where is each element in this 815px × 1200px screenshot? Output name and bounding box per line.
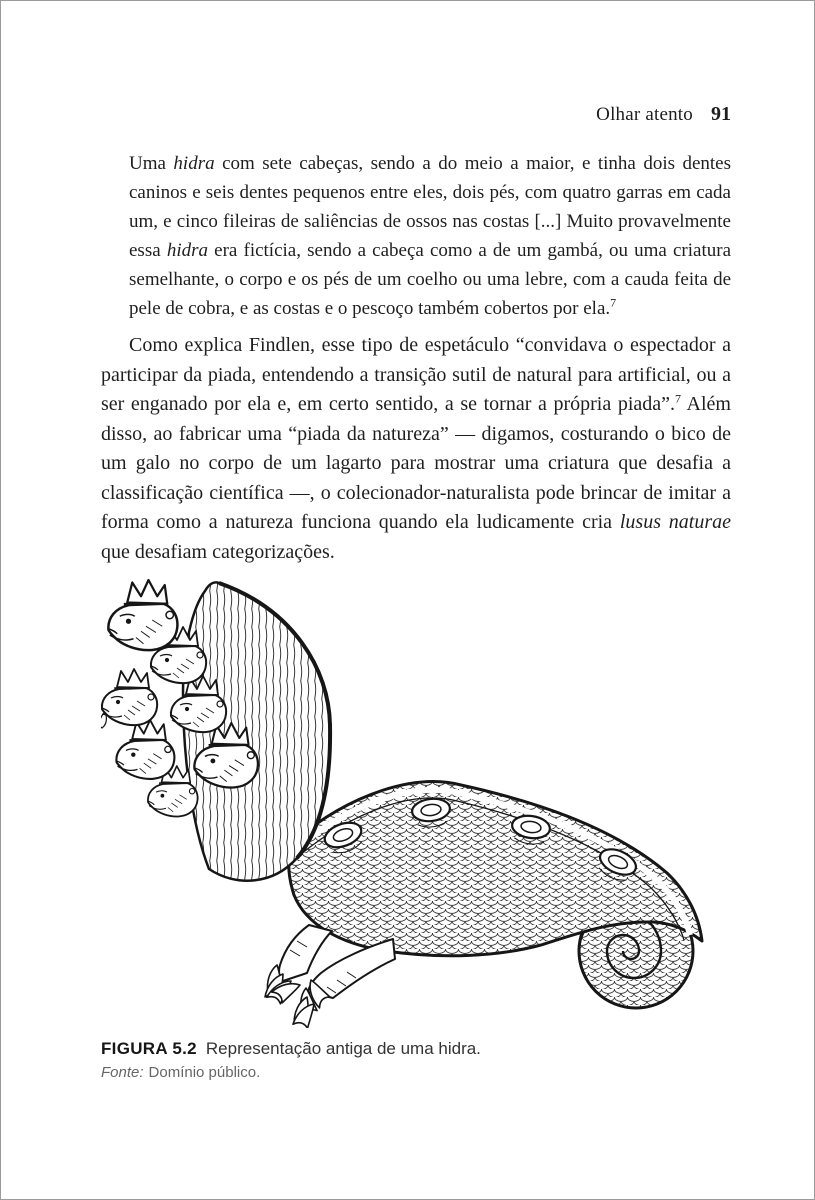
body-paragraph: Como explica Findlen, esse tipo de espetáculo “convidava o espectador a participar da piada, entendendo a transição sutil de natural para artificial, ou a ser enganado por ela e, em certo sentido, a se tornar a própria piada”.$^7$ Além disso, ao fabricar uma “piada da natureza” — digamos, costurando o bico de um galo no corpo de um lagarto para mostrar uma criatura que desafia a classificação científica —, o colecionador-naturalista pode brincar de imitar a forma como a natureza funciona quando ela ludicamente cria lusus naturae que desafiam categorizações. [101, 334, 731, 563]
footnote-marker: 7 [675, 391, 682, 406]
figure [101, 573, 731, 1083]
figure-source-line [101, 1063, 731, 1083]
italic-term: hidra [166, 240, 208, 261]
figure-caption: Representação antiga de uma hidra. [205, 1039, 481, 1058]
page-number: 91 [711, 103, 731, 125]
italic-term: lusus naturae [619, 511, 731, 533]
figure-source-label: Fonte: [101, 1064, 144, 1081]
hydra-woodcut-illustration [101, 573, 731, 1028]
figure-source-text: Domínio público. [148, 1064, 261, 1081]
italic-term: hidra [173, 153, 215, 174]
running-title: Olhar atento [596, 104, 693, 125]
figure-caption-block [101, 1038, 731, 1083]
footnote-marker: 7 [610, 295, 617, 310]
block-quote: Uma hidra com sete cabeças, sendo a do meio a maior, e tinha dois dentes caninos e seis dentes pequenos entre eles, dois pés, com quatro garras em cada um, e cinco fileiras de saliências de ossos nas costas [...] Muito provavelmente essa hidra era fictícia, sendo a cabeça como a de um gambá, ou uma criatura semelhante, o corpo e os pés de um coelho ou uma lebre, com a cauda feita de pele de cobra, e as costas e o pescoço também cobertos por ela.$^7$ [129, 153, 732, 319]
text-column [101, 1, 731, 1083]
figure-caption-line [101, 1038, 731, 1060]
figure-label: FIGURA 5.2 [101, 1039, 197, 1058]
